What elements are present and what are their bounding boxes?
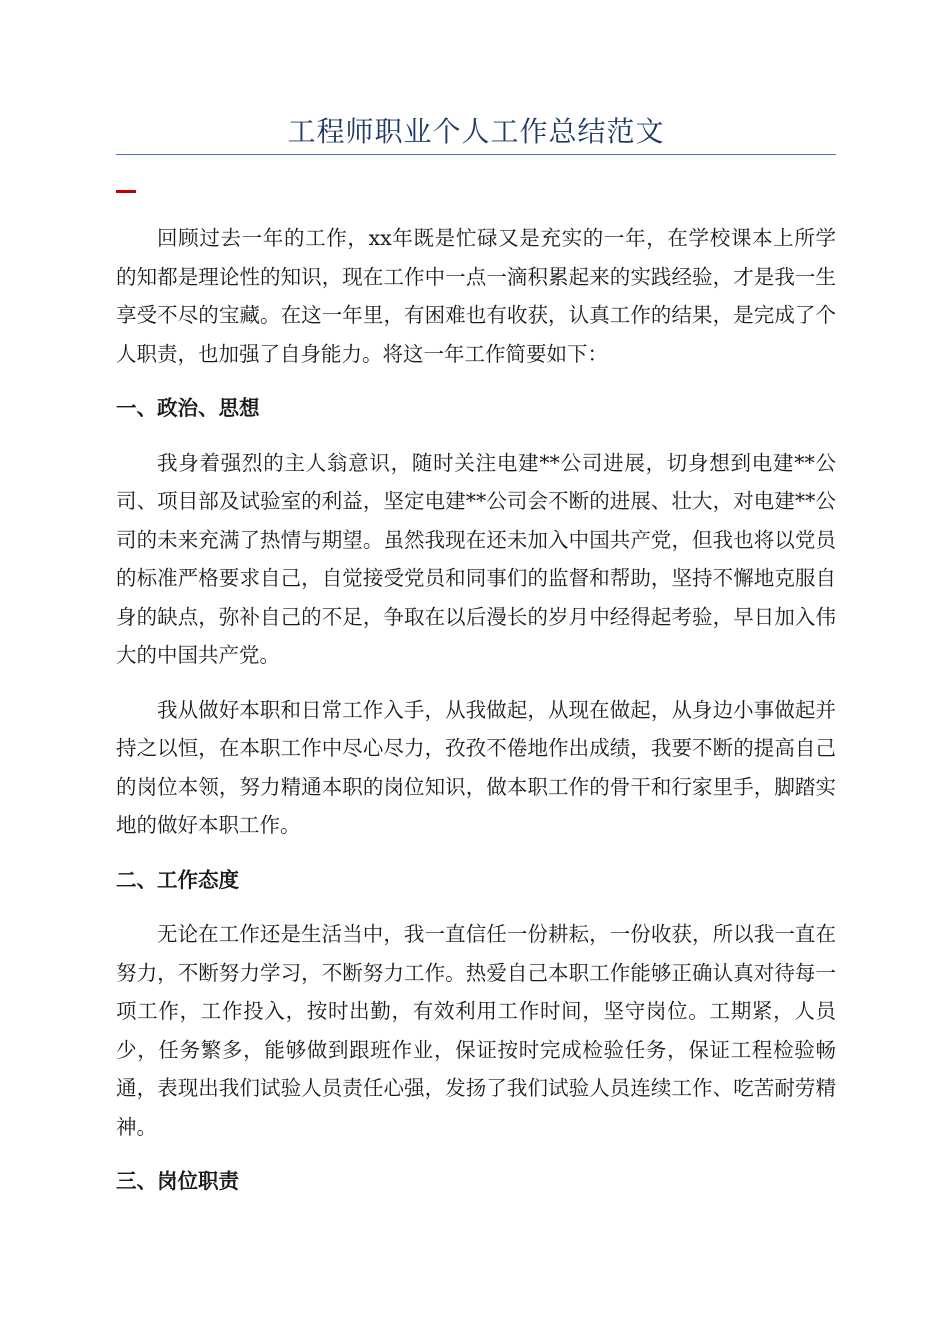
section-marker	[116, 190, 136, 193]
title-underline	[116, 154, 836, 155]
intro-paragraph: 回顾过去一年的工作，xx年既是忙碌又是充实的一年，在学校课本上所学的知都是理论性的知识，现在工作中一点一滴积累起来的实践经验，才是我一生享受不尽的宝藏。在这一年里，有困难也有收获，认真工作的结果，是完成了个人职责，也加强了自身能力。将这一年工作简要如下：	[116, 226, 836, 366]
section-heading-duties: 三、岗位职责	[116, 1169, 239, 1193]
section-heading-attitude: 二、工作态度	[116, 867, 239, 892]
document-body	[116, 219, 836, 1201]
document-title: 工程师职业个人工作总结范文	[287, 115, 665, 148]
politics-paragraph-1: 我身着强烈的主人翁意识，随时关注电建**公司进展，切身想到电建**公司、项目部及试验室的利益，坚定电建**公司会不断的进展、壮大，对电建**公司的未来充满了热情与期望。虽然我现在还未加入中国共产党，但我也将以党员的标准严格要求自己，自觉接受党员和同事们的监督和帮助，坚持不懈地克服自身的缺点，弥补自己的不足，争取在以后漫长的岁月中经得起考验，早日加入伟大的中国共产党。	[116, 450, 836, 667]
politics-paragraph-2: 我从做好本职和日常工作入手，从我做起，从现在做起，从身边小事做起并持之以恒，在本职工作中尽心尽力，孜孜不倦地作出成绩，我要不断的提高自己的岗位本领，努力精通本职的岗位知识，做本职工作的骨干和行家里手，脚踏实地的做好本职工作。	[116, 697, 836, 837]
attitude-paragraph: 无论在工作还是生活当中，我一直信任一份耕耘，一份收获，所以我一直在努力，不断努力学习，不断努力工作。热爱自己本职工作能够正确认真对待每一项工作，工作投入，按时出勤，有效利用工作时间，坚守岗位。工期紧，人员少，任务繁多，能够做到跟班作业，保证按时完成检验任务，保证工程检验畅通，表现出我们试验人员责任心强，发扬了我们试验人员连续工作、吃苦耐劳精神。	[116, 922, 836, 1139]
section-heading-politics: 一、政治、思想	[116, 396, 260, 420]
